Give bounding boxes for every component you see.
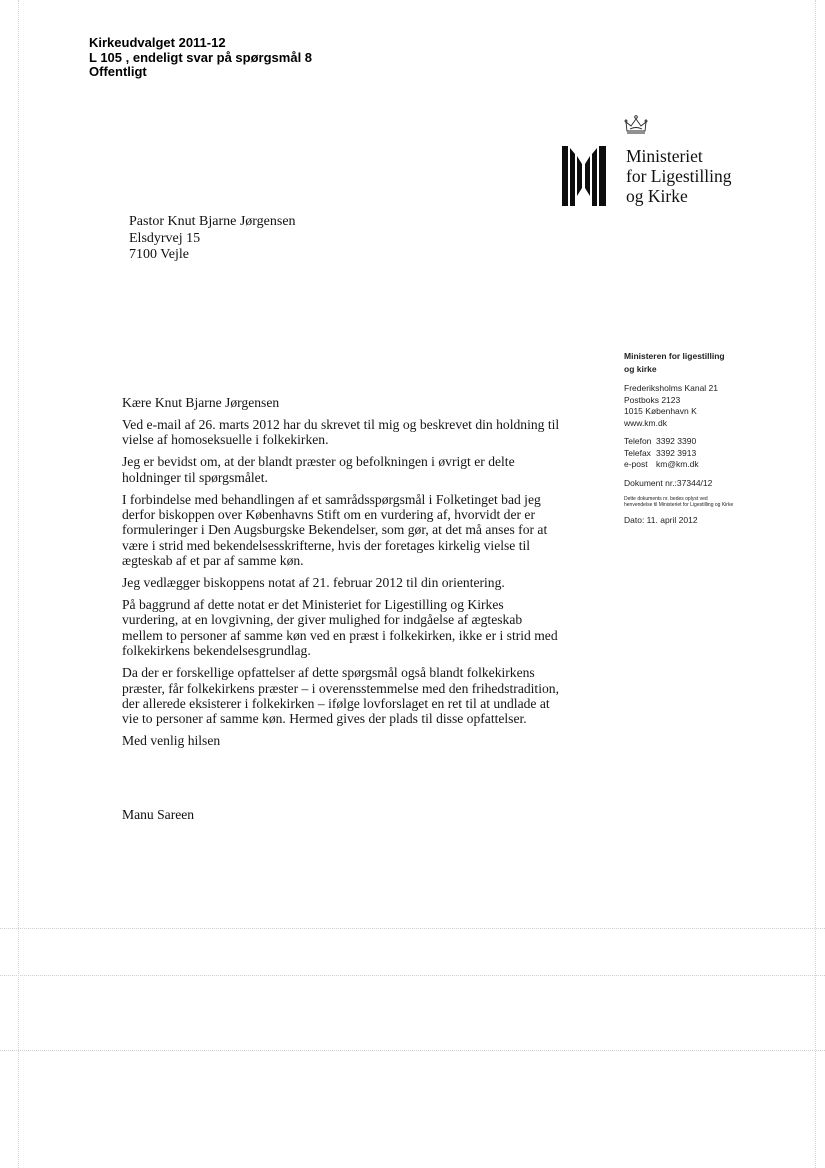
fax-value: 3392 3913 <box>656 447 697 458</box>
email-label: e-post <box>624 459 648 469</box>
header-stamp <box>89 36 312 80</box>
scan-artifact <box>0 928 825 929</box>
sender-address-line: Postboks 2123 <box>624 394 681 405</box>
phone-label: Telefon <box>624 436 652 446</box>
question-reference-line: L 105 , endeligt svar på spørgsmål 8 <box>89 49 313 65</box>
recipient-name: Pastor Knut Bjarne Jørgensen <box>129 214 296 229</box>
scan-artifact <box>0 1050 825 1051</box>
recipient-address <box>129 214 296 264</box>
paragraph: Jeg er bevidst om, at der blandt præster og befolkningen i øvrigt er delte holdninger til spørgsmålet. <box>122 454 515 485</box>
paragraph: Jeg vedlægger biskoppens notat af 21. februar 2012 til din orientering. <box>122 575 505 591</box>
phone-row <box>624 436 814 448</box>
committee-line: Kirkeudvalget 2011-12 <box>89 35 226 50</box>
email-value: km@km.dk <box>656 459 699 469</box>
salutation: Kære Knut Bjarne Jørgensen <box>122 395 280 410</box>
recipient-city: 7100 Vejle <box>129 247 190 262</box>
paragraph: I forbindelse med behandlingen af et samrådsspørgsmål i Folketinget bad jeg derfor biskoppen over Københavns Stift om en vurdering af, hvorvidt der er formuleringer i Den Augsburgske Bekendelser, som gør, at det må anses for at være i strid med bekendelsesskrifterne, hvis der foretages kirkelig vielse til ægteskab af et par af samme køn. <box>122 491 548 569</box>
document-number: Dokument nr.:37344/12 <box>624 477 713 488</box>
fax-label: Telefax <box>624 447 651 458</box>
sender-website: www.km.dk <box>624 417 667 428</box>
fax-row <box>624 448 814 460</box>
ministry-name-line: for Ligestilling <box>626 166 732 186</box>
paragraph: Ved e-mail af 26. marts 2012 har du skrevet til mig og beskrevet din holdning til vielse af homoseksuelle i folkekirken. <box>122 416 560 448</box>
ministry-logo-icon <box>562 146 606 206</box>
public-status-line: Offentligt <box>89 64 147 79</box>
sender-address-line: Frederiksholms Kanal 21 <box>624 383 719 393</box>
letter-date: Dato: 11. april 2012 <box>624 515 698 525</box>
scan-artifact <box>0 975 825 976</box>
scan-artifact <box>815 0 816 1168</box>
crown-icon <box>623 114 649 136</box>
ministry-name-line: Ministeriet <box>626 146 703 166</box>
scan-artifact <box>18 0 19 1168</box>
signature-name: Manu Sareen <box>122 807 195 822</box>
recipient-street: Elsdyrvej 15 <box>129 230 201 246</box>
sender-info-sidebar <box>624 350 814 527</box>
ministry-name <box>626 146 731 206</box>
sender-title: Ministeren for ligestilling og kirke <box>624 351 725 374</box>
sender-address-line: 1015 København K <box>624 406 697 416</box>
paragraph: Da der er forskellige opfattelser af dette spørgsmål også blandt folkekirkens præster, får folkekirkens præster – i overensstemmelse med den frihedstradition, der allerede eksisterer i folkekirken – ifølge lovforslaget en ret til at undlade at vie to personer af samme køn. Hermed gives der plads til disse opfattelser. <box>122 665 559 727</box>
closing: Med venlig hilsen <box>122 733 221 749</box>
letter-body <box>122 395 562 755</box>
phone-value: 3392 3390 <box>656 436 697 446</box>
ministry-name-line: og Kirke <box>626 186 688 206</box>
reference-note: Dette dokuments nr. bedes oplyst ved henvendelse til Ministeriet for Ligestilling og Kirke <box>624 496 734 508</box>
email-row <box>624 459 814 471</box>
paragraph: På baggrund af dette notat er det Ministeriet for Ligestilling og Kirkes vurdering, at en lovgivning, der giver mulighed for indgåelse af ægteskab mellem to personer af samme køn ved en præst i folkekirken, ikke er i strid med folkekirkens bekendelsesgrundlag. <box>122 596 558 659</box>
